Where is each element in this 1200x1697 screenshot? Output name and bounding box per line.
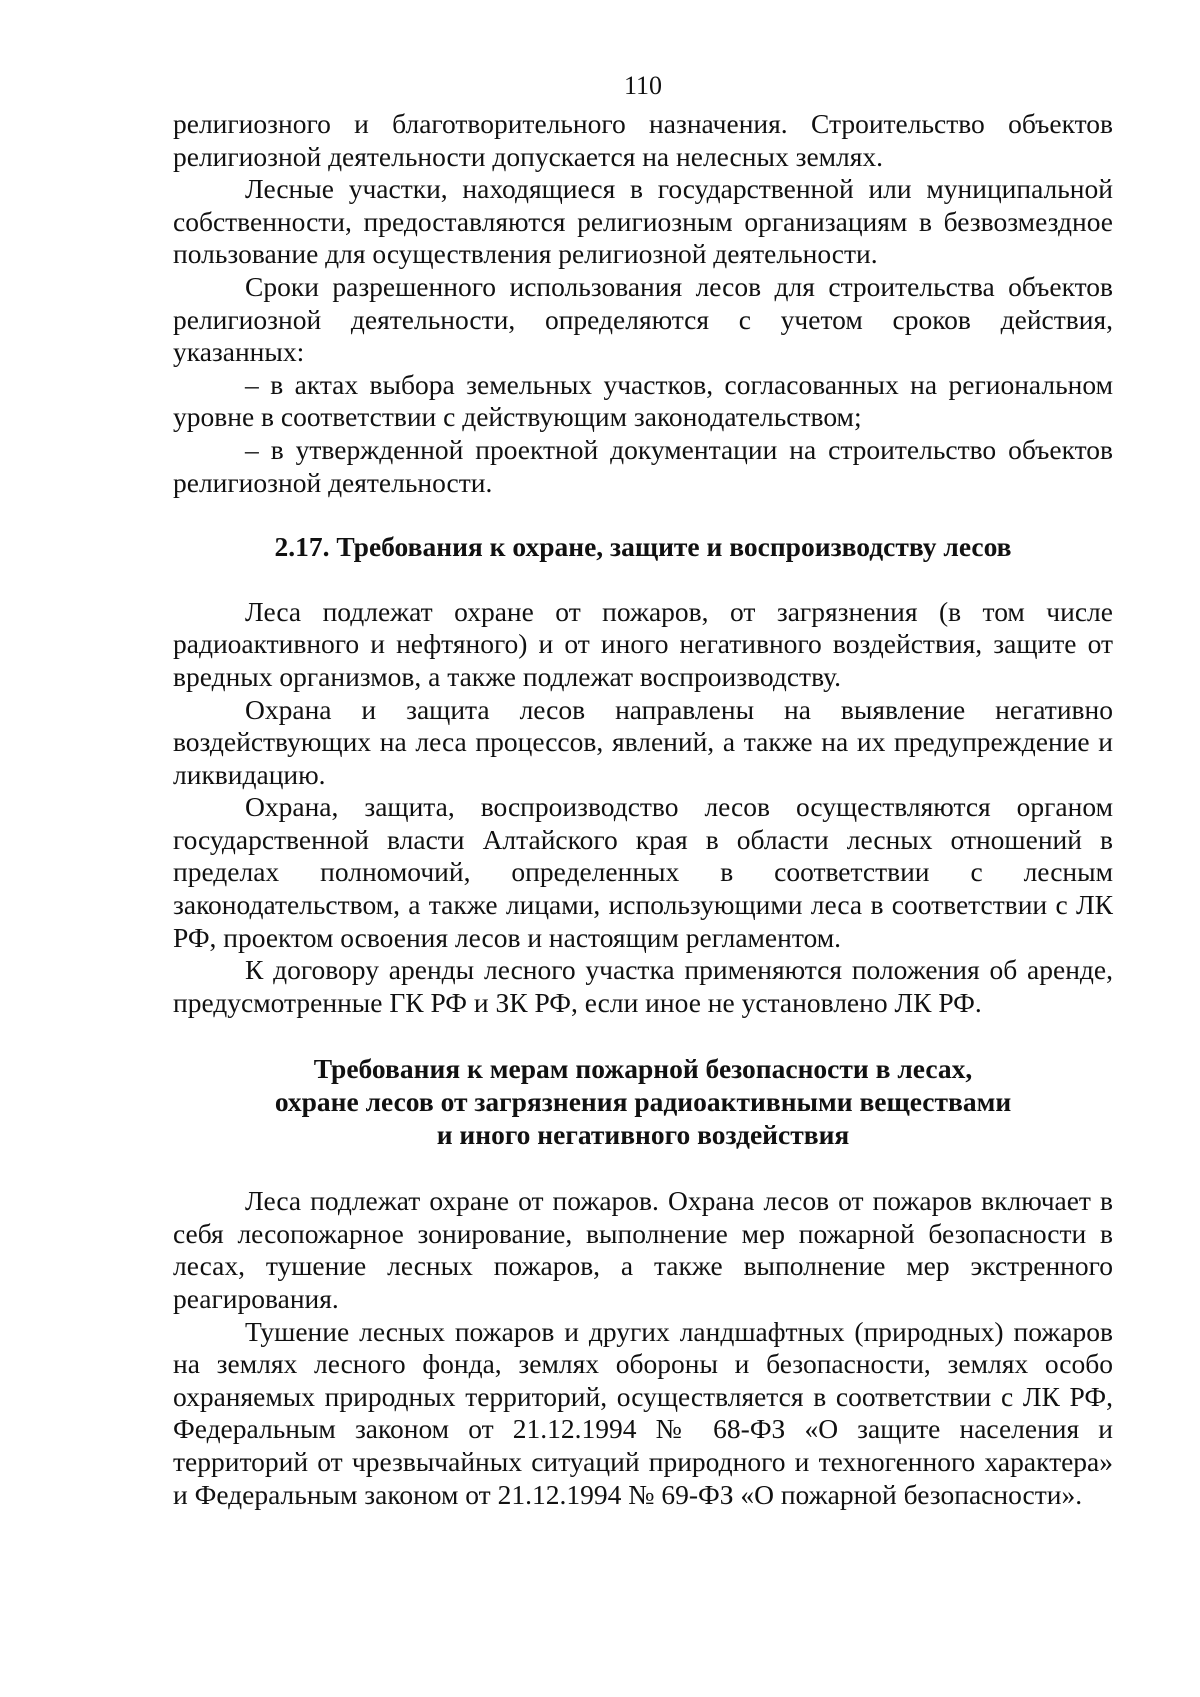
paragraph-intro-1: Лесные участки, находящиеся в государственной или муниципальной собственности, предоставляются религиозным организациям в безвозмездное пользование для осуществления религиозной деятельности. — [173, 173, 1113, 270]
paragraph-section-1: Леса подлежат охране от пожаров, от загрязнения (в том числе радиоактивного и нефтяного) и от иного негативного воздействия, защите от вредных организмов, а также подлежат воспроизводству. — [173, 595, 1113, 692]
paragraph-section-3: Охрана, защита, воспроизводство лесов осуществляются органом государственной власти Алтайского края в области лесных отношений в пределах полномочий, определенных в соответствии с лесным законодательством, а также лицами, использующими леса в соответствии с ЛК РФ, проектом освоения лесов и настоящим регламентом. — [173, 791, 1113, 953]
paragraph-intro-continuation: религиозного и благотворительного назначения. Строительство объектов религиозной деятельности допускается на нелесных землях. — [173, 108, 1113, 172]
subsection-heading-line-1: Требования к мерам пожарной безопасности в лесах, — [313, 1053, 973, 1085]
page-number: 110 — [623, 71, 663, 100]
paragraph-fire-1: Леса подлежат охране от пожаров. Охрана лесов от пожаров включает в себя лесопожарное зонирование, выполнение мер пожарной безопасности в лесах, тушение лесных пожаров, а также выполнение мер экстренного реагирования. — [173, 1185, 1113, 1314]
paragraph-intro-list-1: – в актах выбора земельных участков, согласованных на региональном уровне в соответствии с действующим законодательством; — [173, 368, 1113, 433]
section-heading-2-17: 2.17. Требования к охране, защите и воспроизводству лесов — [274, 531, 1012, 563]
subsection-heading-fire — [173, 1053, 1113, 1151]
paragraph-section-2: Охрана и защита лесов направлены на выявление негативно воздействующих на леса процессов, явлений, а также на их предупреждение и ликвидацию. — [173, 693, 1113, 790]
paragraph-section-4: К договору аренды лесного участка применяются положения об аренде, предусмотренные ГК РФ и ЗК РФ, если иное не установлено ЛК РФ. — [173, 954, 1113, 1018]
paragraph-intro-list-2: – в утвержденной проектной документации на строительство объектов религиозной деятельности. — [173, 433, 1113, 498]
paragraph-intro-2: Сроки разрешенного использования лесов для строительства объектов религиозной деятельности, определяются с учетом сроков действия, указанных: — [173, 270, 1113, 368]
document-page — [173, 70, 1113, 1511]
subsection-heading-line-3: и иного негативного воздействия — [436, 1118, 850, 1150]
paragraph-fire-2: Тушение лесных пожаров и других ландшафтных (природных) пожаров на землях лесного фонда, землях обороны и безопасности, землях особо охраняемых природных территорий, осуществляется в соответствии с ЛК РФ, Федеральным законом от 21.12.1994 № 68-ФЗ «О защите населения и территорий от чрезвычайных ситуаций природного и техногенного характера» и Федеральным законом от 21.12.1994 № 69-ФЗ «О пожарной безопасности». — [173, 1315, 1113, 1510]
subsection-heading-line-2: охране лесов от загрязнения радиоактивными веществами — [274, 1086, 1012, 1118]
